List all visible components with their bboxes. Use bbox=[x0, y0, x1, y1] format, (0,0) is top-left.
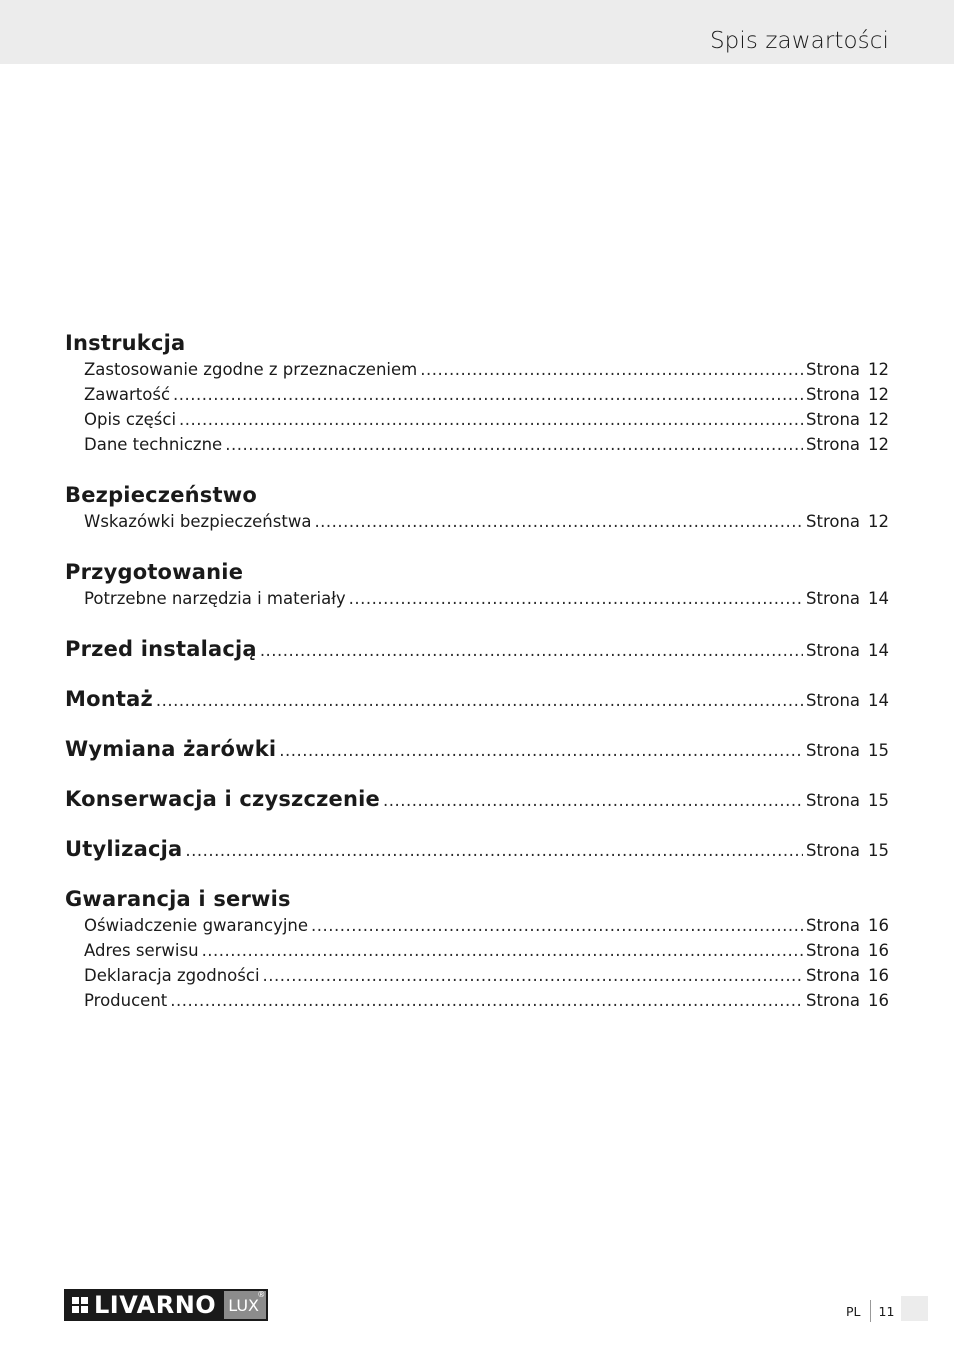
brand-logo bbox=[64, 1289, 268, 1321]
entry-label: Wskazówki bezpieczeństwa bbox=[84, 512, 312, 531]
page-number-ref: 15 bbox=[868, 791, 889, 810]
section-heading: Utylizacja bbox=[65, 837, 183, 861]
page-title: Spis zawartości bbox=[709, 28, 889, 54]
section-heading: Konserwacja i czyszczenie bbox=[65, 787, 380, 811]
page-word: Strona bbox=[806, 791, 861, 810]
toc-entry[interactable] bbox=[65, 963, 889, 988]
page-number-ref: 16 bbox=[868, 916, 889, 935]
toc-entry[interactable] bbox=[65, 586, 889, 611]
section-heading[interactable]: Bezpieczeństwo bbox=[65, 483, 257, 507]
page-word: Strona bbox=[806, 916, 861, 935]
dot-leader bbox=[260, 637, 803, 664]
dot-leader bbox=[279, 737, 803, 764]
page-word: Strona bbox=[806, 941, 861, 960]
dot-leader bbox=[170, 988, 803, 1013]
section-heading: Przed instalacją bbox=[65, 637, 257, 661]
toc-section bbox=[65, 836, 889, 886]
page-word: Strona bbox=[806, 410, 861, 429]
entry-label: Opis części bbox=[84, 410, 177, 429]
page-number-ref: 16 bbox=[868, 991, 889, 1010]
dot-leader bbox=[311, 913, 803, 938]
toc-section bbox=[65, 736, 889, 786]
dot-leader bbox=[263, 963, 803, 988]
toc-entry-heading[interactable] bbox=[65, 786, 889, 813]
page-reference bbox=[806, 382, 889, 407]
toc-section bbox=[65, 482, 889, 559]
toc-entry[interactable] bbox=[65, 988, 889, 1013]
page-number-ref: 14 bbox=[868, 691, 889, 710]
entry-label: Oświadczenie gwarancyjne bbox=[84, 916, 309, 935]
toc-entry-heading[interactable] bbox=[65, 836, 889, 863]
entry-label: Potrzebne narzędzia i materiały bbox=[84, 589, 346, 608]
toc-section bbox=[65, 686, 889, 736]
page-reference bbox=[806, 509, 889, 534]
page-number-ref: 15 bbox=[868, 841, 889, 860]
page-reference bbox=[806, 637, 889, 664]
toc-entry[interactable] bbox=[65, 407, 889, 432]
toc-entry[interactable] bbox=[65, 432, 889, 457]
dot-leader bbox=[383, 787, 803, 814]
entry-label: Zawartość bbox=[84, 385, 171, 404]
registered-mark: ® bbox=[257, 1290, 266, 1299]
dot-leader bbox=[185, 837, 803, 864]
toc-section bbox=[65, 559, 889, 636]
page-reference bbox=[806, 407, 889, 432]
dot-leader bbox=[156, 687, 803, 714]
toc-entry-heading[interactable] bbox=[65, 686, 889, 713]
toc-entry[interactable] bbox=[65, 913, 889, 938]
toc-entry[interactable] bbox=[65, 938, 889, 963]
section-heading[interactable]: Przygotowanie bbox=[65, 560, 244, 584]
logo-text: LIVARNO bbox=[94, 1291, 217, 1319]
page-word: Strona bbox=[806, 991, 861, 1010]
toc-entry[interactable] bbox=[65, 509, 889, 534]
toc-entry-heading[interactable] bbox=[65, 736, 889, 763]
page-number-ref: 16 bbox=[868, 966, 889, 985]
entry-label: Zastosowanie zgodne z przeznaczeniem bbox=[84, 360, 418, 379]
table-of-contents bbox=[65, 330, 889, 1038]
toc-section bbox=[65, 886, 889, 1038]
page-reference bbox=[806, 988, 889, 1013]
page-word: Strona bbox=[806, 841, 861, 860]
page-footer bbox=[846, 1300, 901, 1322]
page-reference bbox=[806, 737, 889, 764]
page-word: Strona bbox=[806, 512, 861, 531]
entry-label: Producent bbox=[84, 991, 168, 1010]
page-reference bbox=[806, 963, 889, 988]
dot-leader bbox=[173, 382, 803, 407]
toc-section bbox=[65, 636, 889, 686]
language-code: PL bbox=[846, 1303, 861, 1319]
page-reference bbox=[806, 938, 889, 963]
logo-squares-icon bbox=[72, 1297, 88, 1313]
page-number-ref: 14 bbox=[868, 641, 889, 660]
dot-leader bbox=[202, 938, 803, 963]
page-number: 11 bbox=[878, 1303, 895, 1319]
page-word: Strona bbox=[806, 360, 861, 379]
section-heading: Wymiana żarówki bbox=[65, 737, 277, 761]
page-word: Strona bbox=[806, 966, 861, 985]
dot-leader bbox=[179, 407, 803, 432]
logo-main bbox=[64, 1289, 222, 1321]
page-number-ref: 16 bbox=[868, 941, 889, 960]
dot-leader bbox=[420, 357, 803, 382]
page-reference bbox=[806, 357, 889, 382]
dot-leader bbox=[225, 432, 803, 457]
page-word: Strona bbox=[806, 385, 861, 404]
page-reference bbox=[806, 913, 889, 938]
dot-leader bbox=[349, 586, 803, 611]
toc-section bbox=[65, 786, 889, 836]
page-number-ref: 12 bbox=[868, 360, 889, 379]
page-word: Strona bbox=[806, 589, 861, 608]
page-number-ref: 12 bbox=[868, 410, 889, 429]
page-reference bbox=[806, 787, 889, 814]
logo-lux bbox=[222, 1289, 268, 1321]
page-number-ref: 12 bbox=[868, 512, 889, 531]
page-number-ref: 12 bbox=[868, 435, 889, 454]
section-heading[interactable]: Instrukcja bbox=[65, 331, 186, 355]
page-word: Strona bbox=[806, 691, 861, 710]
toc-entry[interactable] bbox=[65, 382, 889, 407]
toc-section bbox=[65, 330, 889, 482]
page-number-ref: 15 bbox=[868, 741, 889, 760]
toc-entry[interactable] bbox=[65, 357, 889, 382]
page-word: Strona bbox=[806, 741, 861, 760]
footer-box bbox=[901, 1296, 928, 1321]
entry-label: Adres serwisu bbox=[84, 941, 199, 960]
section-heading[interactable]: Gwarancja i serwis bbox=[65, 887, 291, 911]
logo-sub-text: LUX bbox=[228, 1295, 260, 1315]
toc-entry-heading[interactable] bbox=[65, 636, 889, 663]
page-reference bbox=[806, 687, 889, 714]
page-reference bbox=[806, 432, 889, 457]
page-reference bbox=[806, 586, 889, 611]
dot-leader bbox=[314, 509, 803, 534]
page-number-ref: 12 bbox=[868, 385, 889, 404]
page-number-ref: 14 bbox=[868, 589, 889, 608]
page-word: Strona bbox=[806, 435, 861, 454]
footer-divider bbox=[870, 1300, 871, 1322]
section-heading: Montaż bbox=[65, 687, 153, 711]
entry-label: Deklaracja zgodności bbox=[84, 966, 260, 985]
page-reference bbox=[806, 837, 889, 864]
entry-label: Dane techniczne bbox=[84, 435, 223, 454]
page-word: Strona bbox=[806, 641, 861, 660]
